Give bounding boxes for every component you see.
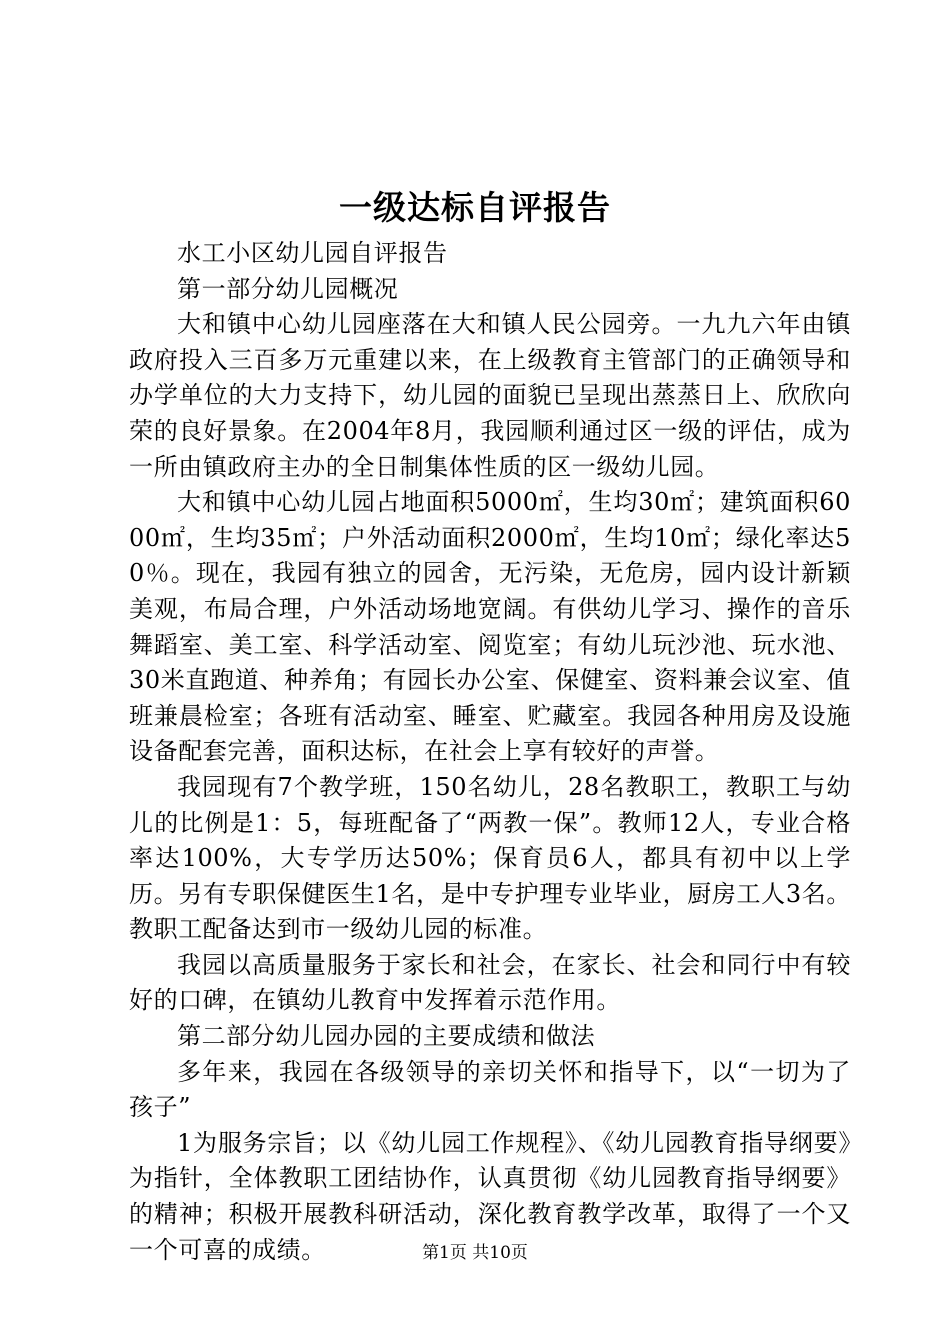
- document-title: 一级达标自评报告: [339, 188, 611, 227]
- paragraph-section-1-heading: 第一部分幼儿园概况: [177, 274, 399, 303]
- page-footer: 第1页 共10页: [422, 1243, 528, 1263]
- paragraph-reputation: 我园以高质量服务于家长和社会，在家长、社会和同行中有较好的口碑，在镇幼儿教育中发挥着示范作用。: [129, 950, 851, 1015]
- paragraph-facilities: 大和镇中心幼儿园占地面积5000㎡，生均30㎡；建筑面积6000㎡，生均35㎡；户外活动面积2000㎡，生均10㎡；绿化率达50％。现在，我园有独立的园舍，无污染，无危房，园内设计新颖美观，布局合理，户外活动场地宽阔。有供幼儿学习、操作的音乐舞蹈室、美工室、科学活动室、阅览室；有幼儿玩沙池、玩水池、30米直跑道、种养角；有园长办公室、保健室、资料兼会议室、值班兼晨检室；各班有活动室、睡室、贮藏室。我园各种用房及设施设备配套完善，面积达标，在社会上享有较好的声誉。: [129, 488, 851, 766]
- paragraph-report-name: 水工小区幼儿园自评报告: [177, 239, 448, 267]
- paragraph-achievements-intro: 多年来，我园在各级领导的亲切关怀和指导下，以“一切为了孩子”: [129, 1057, 851, 1122]
- paragraph-staff: 我园现有7个教学班，150名幼儿，28名教职工，教职工与幼儿的比例是1：5，每班配备了“两教一保”。教师12人，专业合格率达100%，大专学历达50%；保育员6人，都具有初中以上学历。另有专职保健医生1名，是中专护理专业毕业，厨房工人3名。教职工配备达到市一级幼儿园的标准。: [129, 772, 851, 944]
- paragraph-overview: 大和镇中心幼儿园座落在大和镇人民公园旁。一九九六年由镇政府投入三百多万元重建以来，在上级教育主管部门的正确领导和办学单位的大力支持下，幼儿园的面貌已呈现出蒸蒸日上、欣欣向荣的良好景象。在2004年8月，我园顺利通过区一级的评估，成为一所由镇政府主办的全日制集体性质的区一级幼儿园。: [129, 310, 851, 481]
- paragraph-service-tenet: 1为服务宗旨；以《幼儿园工作规程》、《幼儿园教育指导纲要》为指针，全体教职工团结协作，认真贯彻《幼儿园教育指导纲要》的精神；积极开展教科研活动，深化教育教学改革，取得了一个又一个可喜的成绩。: [129, 1128, 851, 1264]
- paragraph-section-2-heading: 第二部分幼儿园办园的主要成绩和做法: [177, 1022, 596, 1051]
- document-body: [129, 236, 851, 1268]
